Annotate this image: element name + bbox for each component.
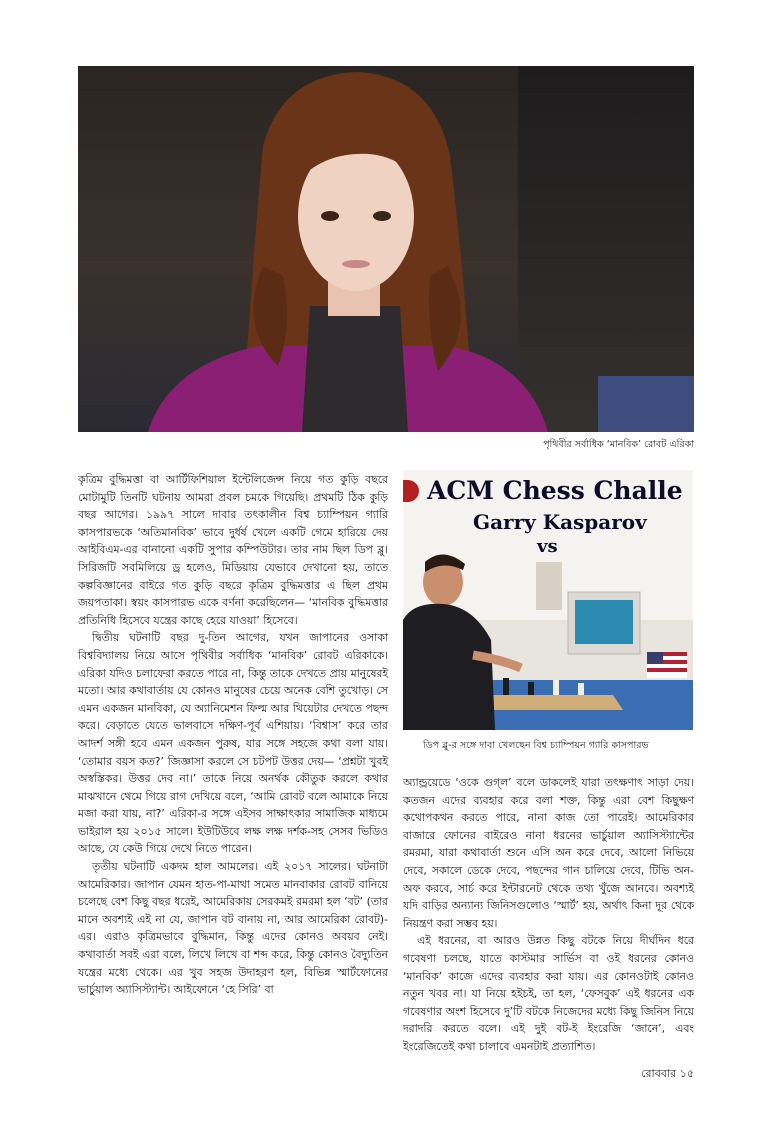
shirt-shape — [302, 306, 408, 432]
erica-photo — [78, 66, 694, 432]
trophy-shape — [536, 562, 562, 610]
right-eye — [373, 211, 391, 221]
article-right-column — [403, 774, 694, 1056]
flag-stripe — [647, 668, 687, 672]
paragraph-1: কৃত্রিম বুদ্ধিমত্তা বা আর্টিফিশিয়াল ইন্টেলিজেন্স নিয়ে গত কুড়ি বছরে মোটামুটি তিনটি ঘটনায় আমরা প্রবল চমকে গিয়েছি। প্রথমটি ঠিক কুড়ি বছর আগের। ১৯৯৭ সালে দাবার তৎকালীন বিশ্ব চ্যাম্পিয়ন গ্যারি কাসপারভকে ‘অতিমানবিক’ ভাবে দুর্ধর্ষ খেলে একটি গেমে হারিয়ে দেয় আইবিএম-এর বানানো একটি সুপার কম্পিউটার। তার নাম ছিল ডিপ ব্লু। সিরিজটি সবমিলিয়ে ড্র হলেও, মিডিয়ায় যেভাবে দেখানো হয়, তাতে কল্পবিজ্ঞানের বাইরে গত কুড়ি বছরে কৃত্রিম বুদ্ধিমত্তার এ ছিল প্রথম জয়পতাকা। স্বয়ং কাসপারভ একে বর্ণনা করেছিলেন— ‘মানবিক বুদ্ধিমত্তার প্রতিনিধি হিসেবে যন্ত্রের কাছে হেরে যাওয়া’ হিসেবে। — [78, 473, 388, 627]
chess-piece — [578, 683, 584, 695]
monitor-screen — [575, 600, 633, 644]
chess-piece — [553, 680, 559, 695]
kasparov-photo — [403, 470, 693, 730]
paragraph-2: দ্বিতীয় ঘটনাটি বছর দু-তিন আগের, যখন জাপানের ওসাকা বিশ্ববিদ্যালয় নিয়ে আসে পৃথিবীর সর্বাধিক ‘মানবিক’ রোবট এরিকাকে। এরিকা যদিও চলাফেরা করতে পারে না, কিন্তু তাকে দেখতে প্রায় মানুষেরই মতো। আর কথাবার্তায় যে কোনও মানুষের চেয়ে অনেক বেশি তুখোড়। সে এমন একজন মানবিকা, যে অ্যানিমেশন ফিল্ম আর থিয়েটার দেখতে পছন্দ করে। বেড়াতে যেতে ভালবাসে দক্ষিণ-পূর্ব এশিয়ায়। ‘বিশ্বাস’ করে তার আদর্শ সঙ্গী হবে এমন একজন পুরুষ, যার সঙ্গে সহজে কথা বলা যায়। ‘তোমার বয়স কত?’ জিজ্ঞাসা করলে সে চটপট উত্তর দেয়— ‘প্রশ্নটা খুবই অস্বস্তিকর। উত্তর দেব না।’ তাকে নিয়ে অনর্থক কৌতুক করলে কথার মাঝখানে থেমে গিয়ে রাগ দেখিয়ে বলে, ‘আমি রোবট বলে আমাকে নিয়ে মজা করা যায়, না?’ এরিকা-র সঙ্গে এইসব সাক্ষাৎকার সামাজিক মাধ্যমে ভাইরাল হয় ২০১৫ সালে। ইউটিউবে লক্ষ লক্ষ দর্শক-সহ সেসব ভিডিও আছে, যে কেউ গিয়ে দেখে নিতে পারেন। — [78, 631, 388, 856]
chess-piece — [503, 678, 509, 695]
banner-title: ACM Chess Challe — [427, 476, 683, 505]
paragraph-3: তৃতীয় ঘটনাটি একদম হাল আমলের। এই ২০১৭ সালের। ঘটনাটা আমেরিকার। জাপান যেমন হাত-পা-মাথা সমেত মানবাকার রোবট বানিয়ে চলেছে বেশ কিছু বছর ধরেই, আমেরিকায় সেরকমই রমরমা হল ‘বট’ (তার মানে অবশ্যই এই না যে, জাপান বট বানায় না, আর আমেরিকা রোবট)-এর। এরাও কৃত্রিমভাবে বুদ্ধিমান, কিন্তু এদের কোনও অবয়ব নেই। কথাবার্তা সবই এরা বলে, লিখে লিখে বা শব্দ করে, কিন্তু কোনও বৈদ্যুতিন যন্ত্রের মধ্যে থেকে। এর খুব সহজ উদাহরণ হল, বিভিন্ন স্মার্টফোনের ভার্চুয়াল অ্যাসিস্ট্যান্ট। আইফোনে ‘হে সিরি’ বা — [78, 860, 388, 997]
flag-canton — [647, 652, 663, 664]
paragraph-4: অ্যান্ড্রয়েডে ‘ওকে গুগ্‌ল’ বলে ডাকলেই যারা তৎক্ষণাৎ সাড়া দেয়। কতজন এদের ব্যবহার করে বলা শক্ত, কিন্তু এরা বেশ কিছুক্ষণ কথোপকথন করতে পারে, নানা কাজ তো পারেই। আমেরিকার বাজারে ফোনের বাইরেও নানা ধরনের ভার্চুয়াল অ্যাসিস্ট্যান্টের রমরমা, যারা কথাবার্তা শুনে এসি অন করে দেবে, আলো নিভিয়ে দেবে, সকালে ডেকে দেবে, পছন্দের গান চালিয়ে দেবে, টিভি অন-অফ করবে, সার্চ করে ইন্টারনেট থেকে তথ্য খুঁজে আনবে। অবশ্যই যদি বাড়ির অন্যান্য জিনিসগুলোও ‘স্মার্ট’ হয়, অর্থাৎ কিনা দূর থেকে নিয়ন্ত্রণ করা সম্ভব হয়। — [403, 776, 694, 930]
paragraph-5: এই ধরনের, বা আরও উন্নত কিছু বটকে নিয়ে দীর্ঘদিন ধরে গবেষণা চলছে, যাতে কাস্টমার সার্ভিস বা ওই ধরনের কোনও ‘মানবিক’ কাজে এদের ব্যবহার করা যায়। এর কোনওটাই কোনও নতুন খবর না। যা নিয়ে হইচই, তা হল, ‘ফেসবুক’ এই ধরনের এক গবেষণার অংশ হিসেবে দু’টি বটকে নিজেদের মধ্যে কিছু জিনিস নিয়ে দরাদরি করতে বলে। এই দুই বট-ই ইংরেজি ‘জানে’, এবং ইংরেজিতেই কথা চালাবে এমনটাই প্রত্যাশিত। — [403, 934, 694, 1053]
left-eye — [321, 211, 339, 221]
erica-caption: পৃথিবীর সর্বাধিক ‘মানবিক’ রোবট এরিকা — [543, 439, 694, 450]
kasparov-caption: ডিপ ব্লু-র সঙ্গে দাবা খেলছেন বিশ্ব চ্যাম্পিয়ন গ্যারি কাসপারভ — [423, 740, 649, 751]
banner-name: Garry Kasparov — [473, 510, 647, 534]
erica-figure — [78, 66, 694, 432]
page-footer: রোববার ১৫ — [641, 1067, 694, 1080]
article-left-column — [78, 471, 388, 999]
chessboard — [473, 695, 623, 710]
lips — [342, 260, 370, 268]
chess-piece — [528, 682, 534, 695]
banner-vs: vs — [537, 536, 558, 557]
chess-scene — [403, 470, 693, 730]
